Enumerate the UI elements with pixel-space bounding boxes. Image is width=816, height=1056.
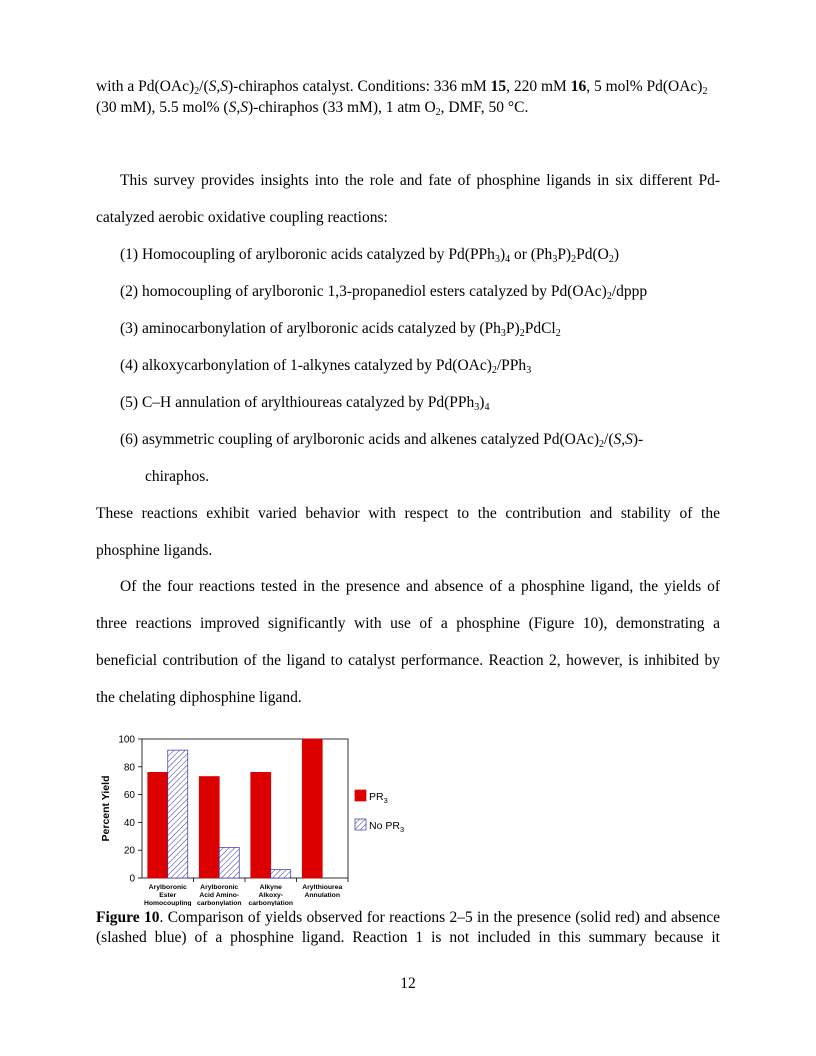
y-tick-label: 80	[123, 762, 135, 774]
subscript: 3	[552, 254, 558, 265]
text-run: /(	[604, 431, 614, 448]
x-tick-label: Annulation	[304, 892, 340, 899]
paragraph-line: These reactions exhibit varied behavior with respect to the contribution and stability of the	[96, 505, 720, 522]
legend-swatch	[355, 819, 366, 830]
bar	[219, 847, 239, 878]
bar	[168, 750, 188, 878]
text-run: (4) alkoxycarbonylation of 1-alkynes catalyzed by Pd(OAc)	[120, 357, 492, 374]
paragraph-line: This survey provides insights into the role and fate of phosphine ligands in six different Pd-	[120, 172, 720, 189]
paragraph-line: catalyzed aerobic oxidative coupling reactions:	[96, 209, 388, 226]
subscript: 2	[606, 291, 612, 302]
text-run: (6) asymmetric coupling of arylboronic acids and alkenes catalyzed Pd(OAc)	[120, 431, 600, 448]
text-run: )	[499, 246, 506, 263]
bar	[199, 777, 219, 878]
paragraph-line: phosphine ligands.	[96, 542, 213, 559]
list-item	[120, 319, 561, 339]
text-run: S,S	[613, 431, 633, 448]
legend-swatch	[355, 790, 366, 801]
y-tick-label: 40	[123, 817, 135, 829]
subscript: 2	[519, 328, 525, 339]
y-tick-label: 100	[118, 734, 135, 746]
paragraph-line: the chelating diphosphine ligand.	[96, 689, 302, 706]
x-tick-label: Alkyne	[259, 884, 282, 891]
text-run: or (Ph	[510, 246, 553, 263]
text-run: (3) aminocarbonylation of arylboronic acids catalyzed by (Ph	[120, 320, 501, 337]
subscript: 3	[500, 328, 506, 339]
list-item	[120, 282, 647, 302]
list-item	[120, 393, 489, 413]
text-run: )-chiraphos (33 mM), 1 atm O	[247, 99, 436, 116]
caption-text: . Comparison of yields observed for reactions 2–5 in the presence (solid red) and absence	[159, 909, 721, 926]
bar	[271, 870, 291, 878]
text-run: Pd(O	[576, 246, 609, 263]
compound-number: 15	[490, 78, 507, 95]
figure-caption	[96, 908, 720, 948]
caption-line	[96, 908, 720, 928]
text-run: /PPh	[496, 357, 527, 374]
caption-line: (slashed blue) of a phosphine ligand. Reaction 1 is not included in this summary because it	[96, 929, 720, 946]
subscript: 3	[526, 365, 532, 376]
compound-number: 16	[570, 78, 587, 95]
yield-bar-chart	[92, 730, 432, 906]
text-run: /(	[199, 78, 209, 95]
x-tick-label: Acid Amino-	[199, 892, 240, 899]
list-item	[120, 430, 643, 450]
text-run: )-chiraphos catalyst. Conditions: 336 mM	[228, 78, 491, 95]
text-run: , 220 mM	[506, 78, 571, 95]
page-number: 12	[400, 975, 416, 992]
subscript: 4	[484, 402, 490, 413]
list-item	[120, 245, 619, 265]
text-run: , DMF, 50 °C.	[440, 99, 529, 116]
text-run: , 5 mol% Pd(OAc)	[586, 78, 703, 95]
text-run: PdCl	[524, 320, 556, 337]
text-line	[96, 77, 707, 97]
x-tick-label: carbonylation	[196, 900, 242, 906]
list-item	[120, 356, 531, 376]
text-run: )-	[632, 431, 644, 448]
text-run: S,S	[228, 99, 248, 116]
x-tick-label: Alkoxy-	[258, 892, 284, 899]
text-run: (1) Homocoupling of arylboronic acids catalyzed by Pd(PPh	[120, 246, 495, 263]
paragraph-line: three reactions improved significantly with use of a phosphine (Figure 10), demonstrating a	[96, 615, 720, 632]
text-line	[96, 98, 528, 118]
x-tick-label: Arylthiourea	[302, 884, 343, 891]
y-axis-label: Percent Yield	[100, 775, 112, 842]
figure-label: Figure 10	[96, 909, 160, 926]
subscript: 2	[194, 86, 200, 97]
subscript: 2	[608, 254, 614, 265]
bar	[302, 739, 322, 878]
text-run: (5) C–H annulation of arylthioureas catalyzed by Pd(PPh	[120, 394, 475, 411]
subscript: 3	[494, 254, 500, 265]
text-run: )	[613, 246, 620, 263]
bar	[148, 772, 168, 878]
text-run: /dppp	[611, 283, 648, 300]
text-run: P)	[505, 320, 520, 337]
paragraph-line: beneficial contribution of the ligand to catalyst performance. Reaction 2, however, is inhibited by	[96, 652, 720, 669]
y-tick-label: 20	[123, 845, 135, 857]
subscript: 2	[435, 107, 441, 118]
x-tick-label: carbonylation	[248, 900, 294, 906]
x-tick-label: Ester	[159, 892, 177, 899]
subscript: 2	[491, 365, 497, 376]
x-tick-label: Homocoupling	[143, 900, 192, 906]
y-tick-label: 60	[123, 790, 135, 802]
subscript: 3	[474, 402, 480, 413]
legend-label: $PR_3$	[369, 791, 388, 805]
text-run: with a Pd(OAc)	[96, 78, 195, 95]
legend-label: No $PR_3$	[369, 820, 405, 834]
text-run: (30 mM), 5.5 mol% (	[96, 99, 229, 116]
x-tick-label: Arylboronic	[148, 884, 187, 891]
text-run: P)	[557, 246, 572, 263]
subscript: 2	[555, 328, 561, 339]
subscript: 4	[505, 254, 511, 265]
text-run: (2) homocoupling of arylboronic 1,3-propanediol esters catalyzed by Pd(OAc)	[120, 283, 607, 300]
subscript: 2	[599, 439, 605, 450]
bar	[251, 772, 271, 878]
x-tick-label: Arylboronic	[200, 884, 239, 891]
subscript: 2	[571, 254, 577, 265]
text-run: )	[479, 394, 485, 411]
list-item-continuation: chiraphos.	[145, 468, 210, 485]
subscript: 2	[702, 86, 708, 97]
paragraph-line: Of the four reactions tested in the presence and absence of a phosphine ligand, the yields of	[120, 578, 720, 595]
text-run: S,S	[208, 78, 228, 95]
y-tick-label: 0	[129, 873, 135, 885]
